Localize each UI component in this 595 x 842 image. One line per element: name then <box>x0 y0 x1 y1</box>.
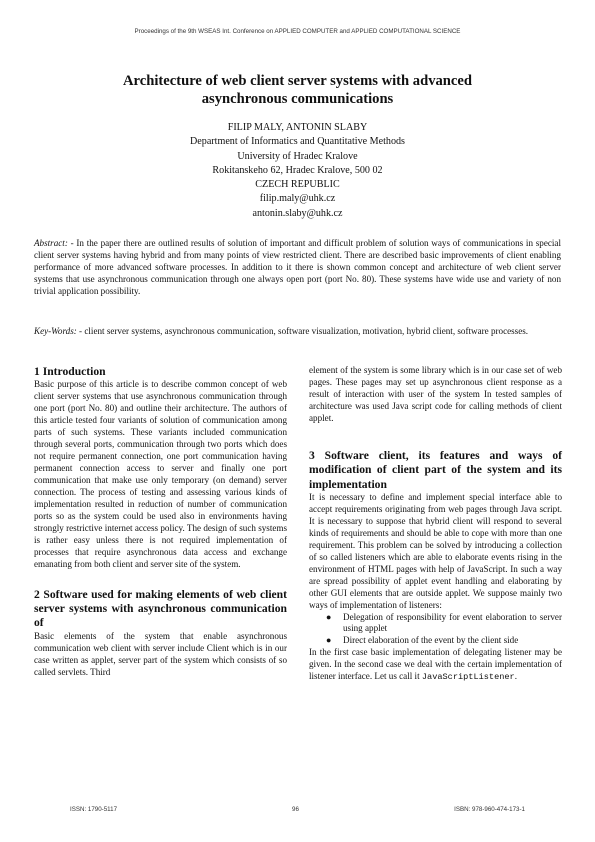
section-3-final-end: . <box>514 671 517 682</box>
author-street: Rokitanskeho 62, Hradec Kralove, 500 02 <box>212 164 383 176</box>
section-3-heading: 3 Software client, its features and ways of modification of client part of the system and its implementation <box>309 448 562 491</box>
page-footer <box>0 806 595 816</box>
running-header: Proceedings of the 9th WSEAS Int. Conference on APPLIED COMPUTER and APPLIED COMPUTATIONAL SCIENCE <box>134 28 461 35</box>
author-university: University of Hradec Kralove <box>237 150 358 162</box>
abstract-text: - In the paper there are outlined results of solution of important and difficult problem of solution ways of communications in special client server systems having hybrid and from many points of view restricted client. There are described basic improvements of client enabling performance of more advanced software processes. In addition to it there is shown common concept and architecture of web client server systems that use asynchronous communication through one always open port (port No. 80). These systems have wide use and variety of non trivial application possibility. <box>34 238 561 296</box>
footer-issn: ISSN: 1790-5117 <box>70 806 118 813</box>
abstract-label: Abstract: <box>34 238 68 248</box>
list-item-text: Direct elaboration of the event by the client side <box>343 635 519 646</box>
list-item <box>309 635 562 647</box>
code-identifier: JavaScriptListener <box>421 672 515 683</box>
section-2-heading: 2 Software used for making elements of web client server systems with asynchronous communication of <box>34 587 287 630</box>
keywords-label: Key-Words: <box>34 326 77 336</box>
footer-isbn: ISBN: 978-960-474-173-1 <box>454 806 525 813</box>
author-email-1: filip.maly@uhk.cz <box>259 193 336 205</box>
abstract <box>34 238 561 298</box>
author-block <box>0 121 595 221</box>
author-names: FILIP MALY, ANTONIN SLABY <box>227 122 368 133</box>
section-2-text: Basic elements of the system that enable asynchronous communication web client with server include Client which is in our case written as applet, server part of the system which consists of so called servlets. Third <box>34 630 287 677</box>
section-3-text: It is necessary to define and implement special interface able to accept requirements originating from web pages through Java script. It is necessary to suppose that hybrid client will respond to several kinds of requirements and should be able to cope with more than one requirement. This problem can be solved by introducing a collection of so called listeners which are able to elaborate events rising in the environment of HTML pages with help of JavaScript. In such a way are spread possibility of applet event handling and elaborating by other GUI elements that are outside applet. We suppose mainly two ways of implementation of listeners: <box>309 491 562 610</box>
right-column <box>309 365 562 684</box>
section-1-text: Basic purpose of this article is to describe common concept of web client server systems that use asynchronous communication through one port (port No. 80) and outline their architecture. The authors of this article tested four variants of solution of communication among parts of such systems. These variants included communication through several ports, communication through two ports which does not require permanent connection, one port communication having permanent connection access to server and finally one port communication that make use only temporary (on demand) server connection. The process of testing and assessing various kinds of implementation resulted in reduction of number of communication ports so as the system could be used also in environments having strongly restrictive internet access policy. The design of such systems is rather easy unless there is not required implementation of processes that require asynchronous data access and exchange emanating from both client and server site of the system. <box>34 379 287 569</box>
keywords-text: - client server systems, asynchronous communication, software visualization, motivation, hybrid client, software processes. <box>76 326 529 336</box>
paper-title <box>70 72 525 108</box>
list-item <box>309 612 562 636</box>
bullet-icon: ● <box>326 635 332 646</box>
author-department: Department of Informatics and Quantitative Methods <box>190 136 405 148</box>
bullet-icon: ● <box>326 611 332 622</box>
section-1-heading: 1 Introduction <box>34 365 106 378</box>
section-2-continued-text: element of the system is some library which is in our case set of web pages. These pages may set up asynchronous client response as a result of interaction with user of the system In tested samples of architecture was used Java script code for calling methods of client applet. <box>309 365 562 423</box>
list-item-text: Delegation of responsibility for event elaboration to server using applet <box>343 611 562 634</box>
author-country: CZECH REPUBLIC <box>255 179 340 191</box>
title-line-2: asynchronous communications <box>201 91 394 107</box>
listener-bullet-list <box>309 612 562 648</box>
title-line-1: Architecture of web client server systems with advanced <box>123 73 472 89</box>
page-number: 96 <box>292 806 299 813</box>
author-email-2: antonin.slaby@uhk.cz <box>252 207 343 219</box>
section-3-final-text <box>309 647 562 684</box>
section-3-final-sentence: In the first case basic implementation of delegating listener may be given. In the second case we deal with the certain implementation of listener interface. Let us call it <box>309 647 562 682</box>
left-column <box>34 365 287 679</box>
keywords <box>34 326 561 338</box>
